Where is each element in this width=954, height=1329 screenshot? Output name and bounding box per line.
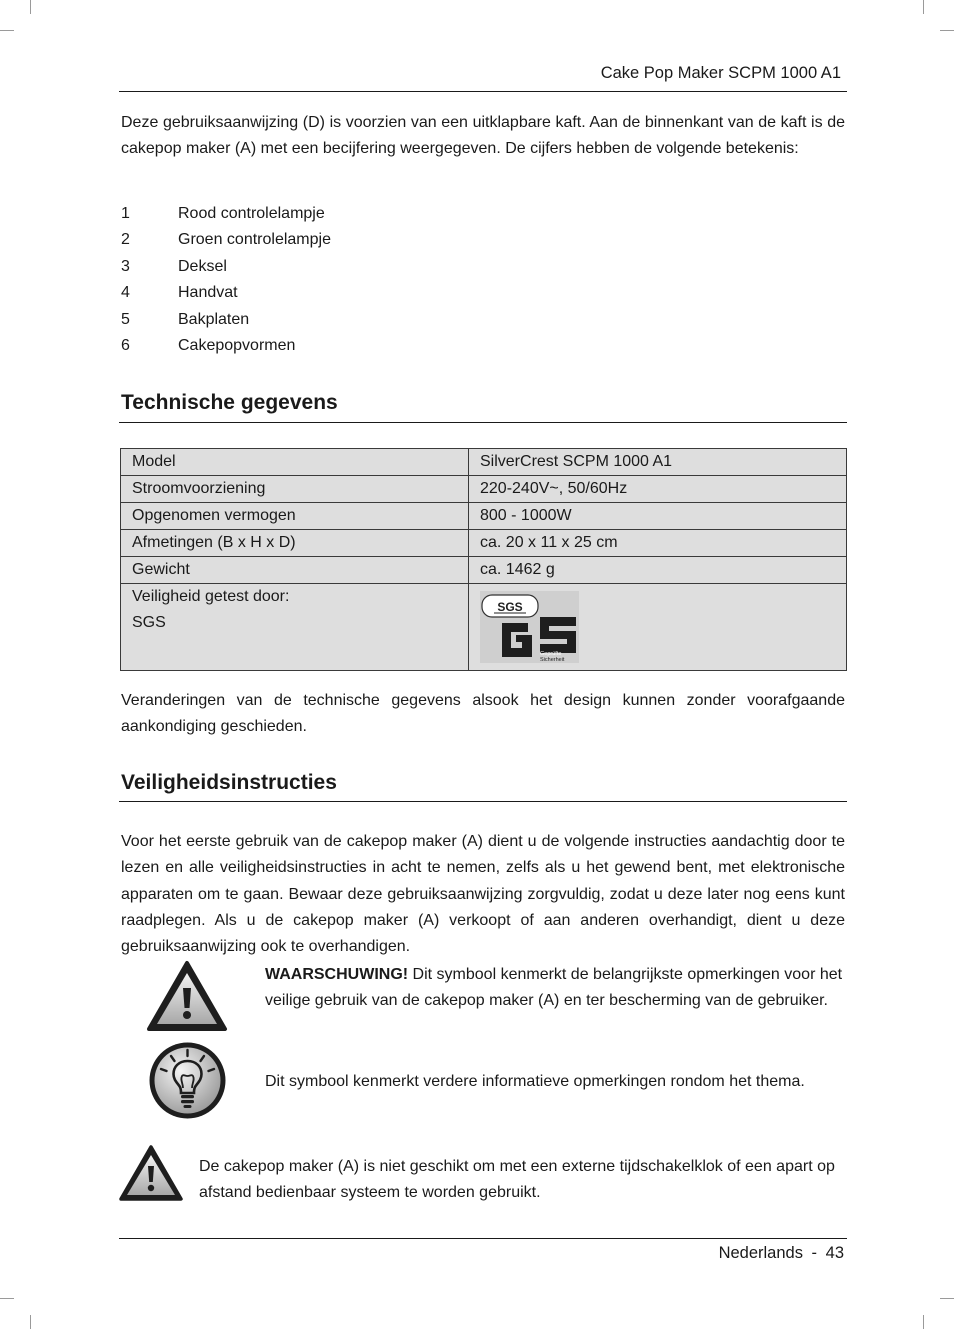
footer-rule: [119, 1238, 847, 1239]
technical-table: [120, 448, 847, 671]
table-cell-key: Gewicht: [121, 557, 469, 584]
technical-heading-rule: [119, 422, 847, 423]
safety-heading: Veiligheidsinstructies: [121, 771, 337, 794]
table-cell-value: ca. 1462 g: [469, 557, 847, 584]
table-row: [121, 449, 847, 476]
intro-paragraph: Deze gebruiksaanwijzing (D) is voorzien van een uitklapbare kaft. Aan de binnenkant van de kaft is de cakepop maker (A) met een becijfering weergegeven. De cijfers hebben de volgende betekenis:: [121, 114, 845, 158]
crop-mark: [0, 30, 14, 31]
table-cell-value: [469, 584, 847, 671]
warning-triangle-icon: [146, 960, 228, 1032]
technical-note: Veranderingen van de technische gegevens alsook het design kunnen zonder voorafgaande aankondiging geschieden.: [121, 692, 845, 736]
crop-mark: [923, 0, 924, 14]
table-cell-value: 220-240V~, 50/60Hz: [469, 476, 847, 503]
list-item: 1 Rood controlelampje: [121, 205, 325, 222]
table-cell-value: 800 - 1000W: [469, 503, 847, 530]
safety-tested-body: SGS: [132, 614, 166, 631]
info-paragraph: Dit symbool kenmerkt verdere informatieve opmerkingen rondom het thema.: [265, 1073, 805, 1090]
table-row: [121, 476, 847, 503]
table-row: [121, 503, 847, 530]
crop-mark: [0, 1298, 14, 1299]
header-rule: [119, 91, 847, 92]
table-cell-key: Model: [121, 449, 469, 476]
list-item: 6 Cakepopvormen: [121, 336, 296, 354]
table-row: [121, 557, 847, 584]
footer-language: Nederlands: [718, 1244, 803, 1262]
warning-text: Dit symbool kenmerkt de belangrijkste opmerkingen voor het veilige gebruik van de cakepop maker (A) en ter bescherming van de gebruiker.: [265, 966, 843, 1010]
table-row: [121, 530, 847, 557]
table-row: [121, 584, 847, 671]
crop-mark: [940, 1298, 954, 1299]
list-item: 3 Deksel: [121, 257, 227, 275]
gs-logo-caption-2: Sicherheit: [540, 657, 565, 663]
table-cell-value: ca. 20 x 11 x 25 cm: [469, 530, 847, 557]
table-cell-key: Opgenomen vermogen: [121, 503, 469, 530]
table-cell-key: Stroomvoorziening: [121, 476, 469, 503]
list-item: 4 Handvat: [121, 284, 238, 302]
warning-paragraph: [265, 962, 845, 1015]
safety-intro: Voor het eerste gebruik van de cakepop maker (A) dient u de volgende instructies aandachtig door te lezen en alle veiligheidsinstructies in acht te nemen, zelfs als u het gewend bent, met elektronische apparaten om te gaan. Bewaar deze gebruiksaanwijzing zorgvuldig, zodat u deze later nog eens kunt raadplegen. Als u de cakepop maker (A) verkoopt of aan anderen overhandigt, dient u deze gebruiksaanwijzing ook te overhandigen.: [121, 833, 845, 956]
safety-heading-rule: [119, 801, 847, 802]
footer-separator: -: [811, 1244, 818, 1262]
timer-warning-paragraph: De cakepop maker (A) is niet geschikt om met een externe tijdschakelklok of een apart op afstand bedienbaar systeem te worden gebruikt.: [199, 1158, 835, 1202]
parts-list: [121, 201, 331, 359]
gs-logo-caption-1: Geprüfte: [540, 651, 562, 657]
gs-logo: [480, 591, 579, 663]
warning-label: WAARSCHUWING!: [265, 966, 409, 983]
gs-logo-top-text: SGS: [497, 600, 523, 614]
page-footer: [719, 1244, 844, 1263]
list-item: 5 Bakplaten: [121, 310, 250, 328]
technical-heading: Technische gegevens: [121, 391, 338, 414]
safety-tested-label: Veiligheid getest door:: [132, 588, 290, 605]
table-cell-key: [121, 584, 469, 671]
crop-mark: [30, 0, 31, 14]
warning-triangle-icon: [118, 1144, 184, 1202]
lightbulb-icon: [147, 1040, 228, 1121]
crop-mark: [923, 1315, 924, 1329]
list-item: 2 Groen controlelampje: [121, 231, 331, 249]
crop-mark: [940, 30, 954, 31]
gs-mark-icon: [480, 591, 579, 663]
page-header-title: Cake Pop Maker SCPM 1000 A1: [600, 64, 841, 82]
table-cell-value: SilverCrest SCPM 1000 A1: [469, 449, 847, 476]
page-number: 43: [825, 1244, 844, 1262]
table-cell-key: Afmetingen (B x H x D): [121, 530, 469, 557]
crop-mark: [30, 1315, 31, 1329]
